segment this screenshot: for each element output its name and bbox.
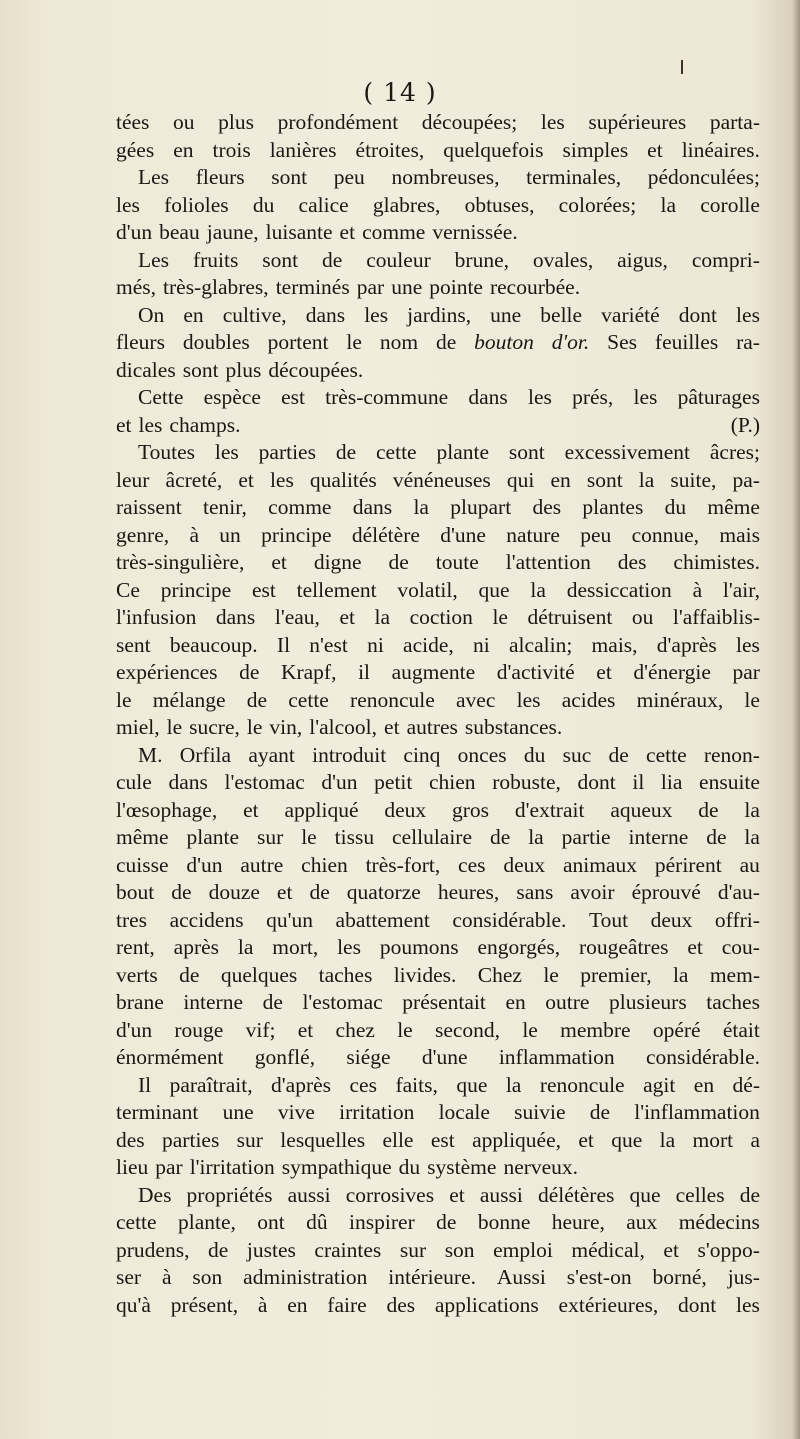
text-line: dicales sont plus découpées. xyxy=(116,357,364,382)
text-line: tées ou plus profondément découpées; les supérieures parta- xyxy=(116,110,760,134)
text-line: tres accidens qu'un abattement considérable. Tout deux offri- xyxy=(116,907,760,932)
text-line: bout de douze et de quatorze heures, sans avoir éprouvé d'au- xyxy=(116,880,760,904)
text-line: rent, après la mort, les poumons engorgés, rougeâtres et cou- xyxy=(116,935,760,959)
text-line: leur âcreté, et les qualités vénéneuses qui en sont la suite, pa- xyxy=(116,467,760,492)
text-line: gées en trois lanières étroites, quelquefois simples et linéaires. xyxy=(116,137,760,162)
text-line: terminant une vive irritation locale suivie de l'inflammation xyxy=(116,1100,760,1124)
text-line: fleurs doubles portent le nom de bouton d'or. Ses feuilles ra- xyxy=(116,330,760,354)
page-edge-shadow xyxy=(792,0,800,1439)
body-text xyxy=(116,109,760,1319)
text-line: d'un rouge vif; et chez le second, le membre opéré était xyxy=(116,1017,760,1042)
text-line: lieu par l'irritation sympathique du système nerveux. xyxy=(116,1155,579,1179)
text-line: l'infusion dans l'eau, et la coction le détruisent ou l'affaiblis- xyxy=(116,605,760,629)
text-line: Cette espèce est très-commune dans les prés, les pâturages xyxy=(138,385,760,409)
text-line: cette plante, ont dû inspirer de bonne heure, aux médecins xyxy=(116,1210,760,1234)
text-line: Les fruits sont de couleur brune, ovales, aigus, compri- xyxy=(138,247,760,272)
text-line: d'un beau jaune, luisante et comme vernissée. xyxy=(116,220,518,244)
text-line: prudens, de justes craintes sur son emploi médical, et s'oppo- xyxy=(116,1237,760,1262)
text-line: l'œsophage, et appliqué deux gros d'extrait aqueux de la xyxy=(116,797,760,822)
text-line: les folioles du calice glabres, obtuses, colorées; la corolle xyxy=(116,192,760,217)
text-line: le mélange de cette renoncule avec les acides minéraux, le xyxy=(116,687,760,712)
text-line: très-singulière, et digne de toute l'attention des chimistes. xyxy=(116,550,760,574)
text-line: brane interne de l'estomac présentait en outre plusieurs taches xyxy=(116,990,760,1014)
author-initial: (P.) xyxy=(730,412,760,437)
text-line: Les fleurs sont peu nombreuses, terminales, pédonculées; xyxy=(138,165,760,189)
text-line: qu'à présent, à en faire des applications extérieures, dont les xyxy=(116,1292,760,1317)
text-line: Ce principe est tellement volatil, que la dessiccation à l'air, xyxy=(116,577,760,602)
text-line: ser à son administration intérieure. Aussi s'est-on borné, jus- xyxy=(116,1265,760,1289)
text-line: même plante sur le tissu cellulaire de la partie interne de la xyxy=(116,825,760,849)
text-line: cule dans l'estomac d'un petit chien robuste, dont il lia ensuite xyxy=(116,770,760,794)
text-line: raissent tenir, comme dans la plupart des plantes du même xyxy=(116,495,760,519)
text-line: M. Orfila ayant introduit cinq onces du suc de cette renon- xyxy=(138,742,760,767)
page-number: ( 14 ) xyxy=(363,78,437,107)
text-line: verts de quelques taches livides. Chez le premier, la mem- xyxy=(116,962,760,987)
ink-mark xyxy=(681,60,683,74)
text-line: et les champs. (P.) xyxy=(116,412,760,440)
text-line: des parties sur lesquelles elle est appliquée, et que la mort a xyxy=(116,1127,760,1152)
text-line: genre, à un principe délétère d'une nature peu connue, mais xyxy=(116,522,760,547)
text-line: Des propriétés aussi corrosives et aussi délétères que celles de xyxy=(138,1182,760,1207)
text-line: sent beaucoup. Il n'est ni acide, ni alcalin; mais, d'après les xyxy=(116,632,760,657)
text-line: énormément gonflé, siége d'une inflammation considérable. xyxy=(116,1045,760,1069)
text-line: miel, le sucre, le vin, l'alcool, et autres substances. xyxy=(116,715,563,739)
text-line: Toutes les parties de cette plante sont excessivement âcres; xyxy=(138,440,760,464)
text-line: cuisse d'un autre chien très-fort, ces deux animaux périrent au xyxy=(116,852,760,877)
text-line: Il paraîtrait, d'après ces faits, que la renoncule agit en dé- xyxy=(138,1072,760,1097)
text-line: On en cultive, dans les jardins, une belle variété dont les xyxy=(138,302,760,327)
text-line: més, très-glabres, terminés par une pointe recourbée. xyxy=(116,275,581,299)
text-line: expériences de Krapf, il augmente d'activité et d'énergie par xyxy=(116,660,760,684)
